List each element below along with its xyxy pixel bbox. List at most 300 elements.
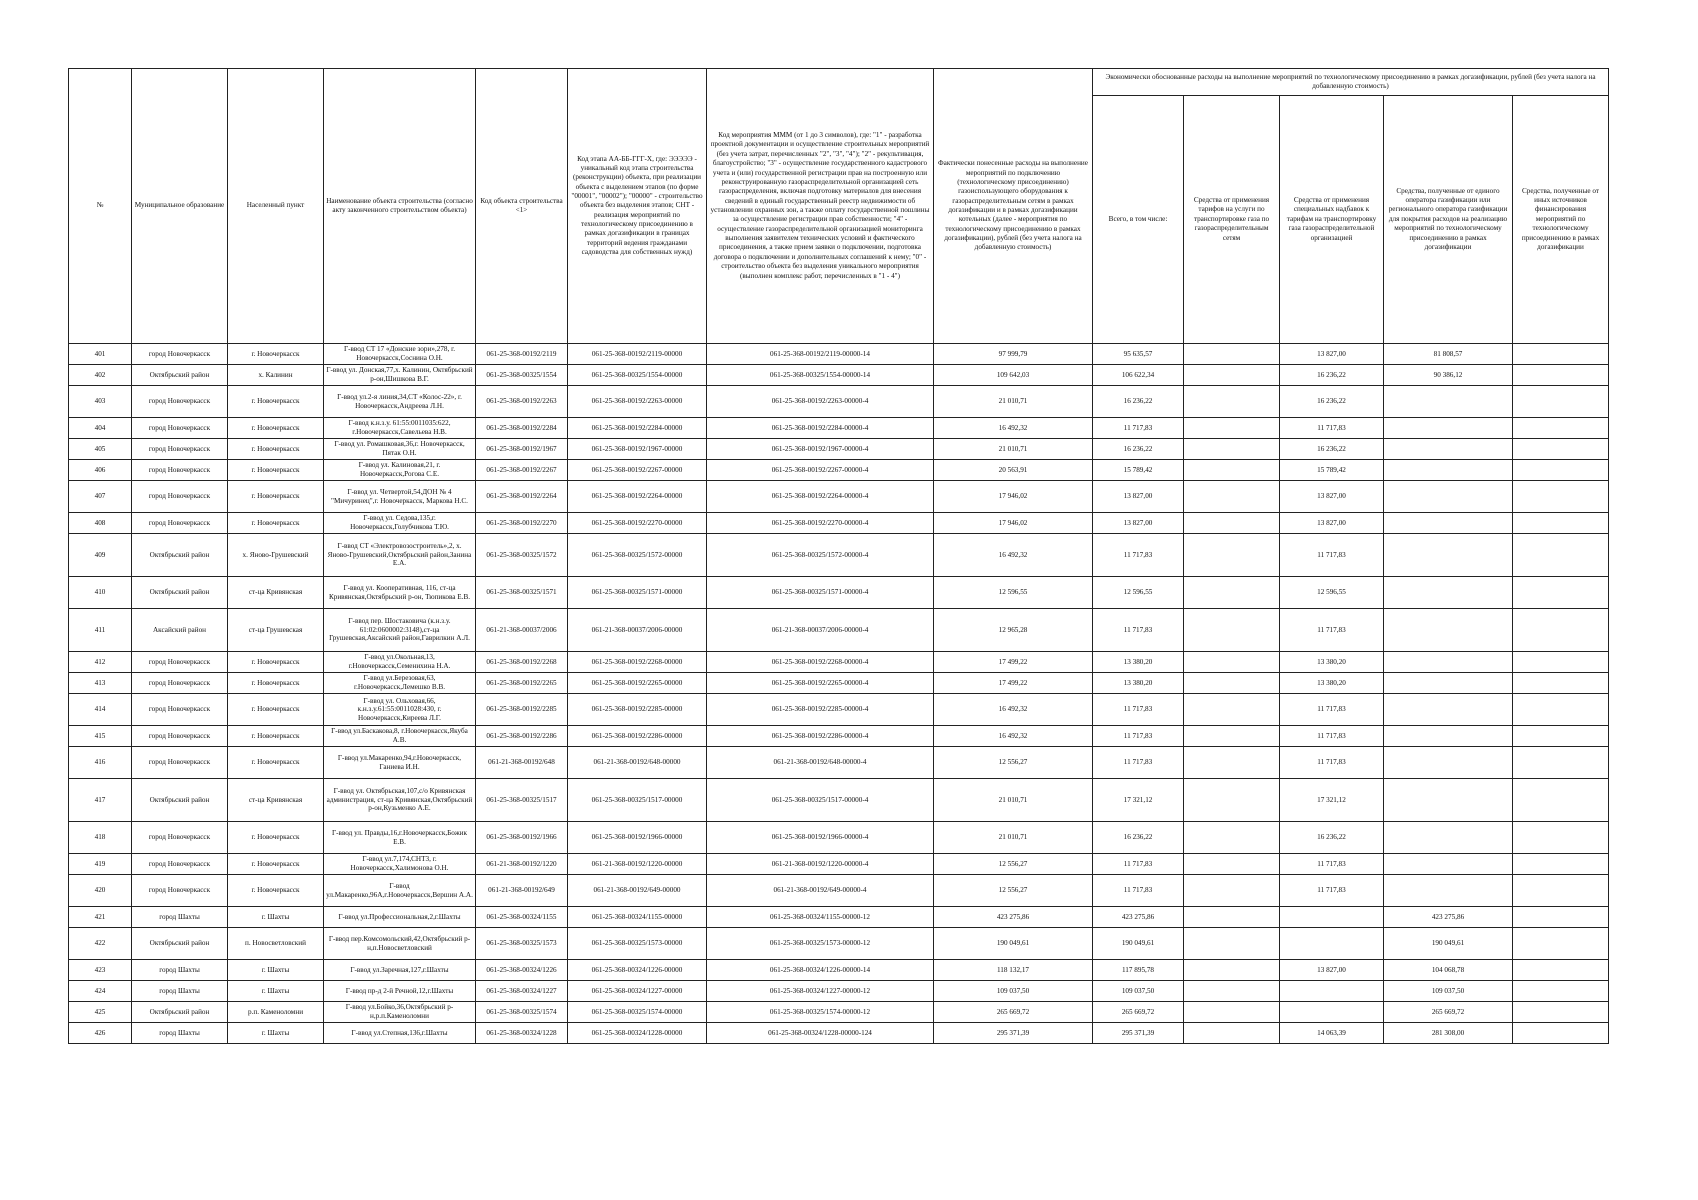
table-row (69, 875, 1609, 907)
other-cell (1513, 534, 1609, 577)
settlement-cell: г. Новочеркасск (228, 726, 324, 747)
settlement-cell: ст-ца Грушевская (228, 609, 324, 652)
tariff-cell (1184, 386, 1280, 418)
stage-code-cell: 061-25-368-00192/2265-00000 (568, 673, 707, 694)
measure-code-cell: 061-25-368-00324/1227-00000-12 (707, 981, 934, 1002)
municipality-cell: город Новочеркасск (132, 418, 228, 439)
actual-costs-cell: 16 492,32 (934, 418, 1093, 439)
object-name-cell: Г-ввод СТ 17 «Донские зори»,278, г. Новочеркасск,Соснина О.Н. (324, 344, 476, 365)
other-cell (1513, 439, 1609, 460)
measure-code-cell: 061-25-368-00192/2264-00000-4 (707, 481, 934, 513)
object-code-cell: 061-25-368-00325/1573 (476, 928, 568, 960)
table-row (69, 652, 1609, 673)
tariff-cell (1184, 344, 1280, 365)
row-number: 408 (69, 513, 132, 534)
other-cell (1513, 386, 1609, 418)
settlement-cell: г. Шахты (228, 960, 324, 981)
measure-code-cell: 061-25-368-00192/1967-00000-4 (707, 439, 934, 460)
row-number: 421 (69, 907, 132, 928)
operator-cell: 423 275,86 (1384, 907, 1513, 928)
object-code-cell: 061-25-368-00192/2268 (476, 652, 568, 673)
operator-cell (1384, 513, 1513, 534)
object-name-cell: Г-ввод ул. Седова,135,г. Новочеркасск,Голубчикова Т.Ю. (324, 513, 476, 534)
municipality-cell: город Новочеркасск (132, 439, 228, 460)
measure-code-cell: 061-21-368-00192/1220-00000-4 (707, 854, 934, 875)
header-surcharge: Средства от применения специальных надбавок к тарифам на транспортировку газа газораспределительной организацией (1280, 96, 1384, 344)
municipality-cell: Аксайский район (132, 609, 228, 652)
other-cell (1513, 652, 1609, 673)
surcharge-cell: 17 321,12 (1280, 779, 1384, 822)
other-cell (1513, 460, 1609, 481)
operator-cell (1384, 694, 1513, 726)
header-object-name: Наименование объекта строительства (согласно акту законченного строительством объекта) (324, 69, 476, 344)
operator-cell (1384, 652, 1513, 673)
object-code-cell: 061-25-368-00325/1554 (476, 365, 568, 386)
operator-cell (1384, 577, 1513, 609)
table-row (69, 1002, 1609, 1023)
surcharge-cell: 13 380,20 (1280, 652, 1384, 673)
municipality-cell: город Новочеркасск (132, 481, 228, 513)
stage-code-cell: 061-25-368-00324/1226-00000 (568, 960, 707, 981)
operator-cell: 265 669,72 (1384, 1002, 1513, 1023)
municipality-cell: город Шахты (132, 1023, 228, 1044)
measure-code-cell: 061-21-368-00037/2006-00000-4 (707, 609, 934, 652)
stage-code-cell: 061-25-368-00325/1517-00000 (568, 779, 707, 822)
settlement-cell: г. Новочеркасск (228, 344, 324, 365)
tariff-cell (1184, 779, 1280, 822)
object-code-cell: 061-25-368-00324/1227 (476, 981, 568, 1002)
stage-code-cell: 061-25-368-00192/1967-00000 (568, 439, 707, 460)
total-cell: 117 895,78 (1093, 960, 1184, 981)
settlement-cell: х. Калинин (228, 365, 324, 386)
actual-costs-cell: 423 275,86 (934, 907, 1093, 928)
object-code-cell: 061-25-368-00192/2286 (476, 726, 568, 747)
measure-code-cell: 061-25-368-00192/2268-00000-4 (707, 652, 934, 673)
report-sheet (68, 68, 1608, 1044)
settlement-cell: г. Новочеркасск (228, 460, 324, 481)
stage-code-cell: 061-25-368-00192/2263-00000 (568, 386, 707, 418)
surcharge-cell: 11 717,83 (1280, 694, 1384, 726)
actual-costs-cell: 12 556,27 (934, 747, 1093, 779)
settlement-cell: г. Новочеркасск (228, 694, 324, 726)
stage-code-cell: 061-25-368-00192/2264-00000 (568, 481, 707, 513)
object-code-cell: 061-25-368-00192/2270 (476, 513, 568, 534)
measure-code-cell: 061-25-368-00325/1573-00000-12 (707, 928, 934, 960)
settlement-cell: ст-ца Кривянская (228, 577, 324, 609)
actual-costs-cell: 16 492,32 (934, 726, 1093, 747)
object-name-cell: Г-ввод ул. Четвертой,54,ДОН № 4 "Мичуринец",г. Новочеркасск, Маркова Н.С. (324, 481, 476, 513)
operator-cell (1384, 439, 1513, 460)
object-code-cell: 061-25-368-00192/1967 (476, 439, 568, 460)
stage-code-cell: 061-21-368-00037/2006-00000 (568, 609, 707, 652)
total-cell: 12 596,55 (1093, 577, 1184, 609)
row-number: 413 (69, 673, 132, 694)
row-number: 405 (69, 439, 132, 460)
measure-code-cell: 061-21-368-00192/648-00000-4 (707, 747, 934, 779)
object-code-cell: 061-25-368-00192/1966 (476, 822, 568, 854)
stage-code-cell: 061-25-368-00325/1571-00000 (568, 577, 707, 609)
table-row (69, 577, 1609, 609)
object-code-cell: 061-21-368-00192/1220 (476, 854, 568, 875)
settlement-cell: г. Шахты (228, 981, 324, 1002)
total-cell: 15 789,42 (1093, 460, 1184, 481)
municipality-cell: Октябрьский район (132, 1002, 228, 1023)
other-cell (1513, 609, 1609, 652)
other-cell (1513, 1023, 1609, 1044)
total-cell: 11 717,83 (1093, 747, 1184, 779)
actual-costs-cell: 12 596,55 (934, 577, 1093, 609)
table-row (69, 513, 1609, 534)
tariff-cell (1184, 534, 1280, 577)
stage-code-cell: 061-25-368-00324/1155-00000 (568, 907, 707, 928)
object-name-cell: Г-ввод ул. Правды,16,г.Новочеркасск,Божик Е.В. (324, 822, 476, 854)
surcharge-cell: 16 236,22 (1280, 386, 1384, 418)
actual-costs-cell: 12 556,27 (934, 854, 1093, 875)
operator-cell (1384, 779, 1513, 822)
other-cell (1513, 365, 1609, 386)
surcharge-cell (1280, 928, 1384, 960)
table-row (69, 747, 1609, 779)
surcharge-cell: 11 717,83 (1280, 875, 1384, 907)
measure-code-cell: 061-25-368-00325/1571-00000-4 (707, 577, 934, 609)
operator-cell: 109 037,50 (1384, 981, 1513, 1002)
actual-costs-cell: 20 563,91 (934, 460, 1093, 481)
tariff-cell (1184, 609, 1280, 652)
settlement-cell: г. Шахты (228, 907, 324, 928)
object-code-cell: 061-21-368-00192/649 (476, 875, 568, 907)
total-cell: 16 236,22 (1093, 439, 1184, 460)
measure-code-cell: 061-25-368-00325/1554-00000-14 (707, 365, 934, 386)
actual-costs-cell: 17 946,02 (934, 513, 1093, 534)
surcharge-cell: 11 717,83 (1280, 609, 1384, 652)
header-tariff: Средства от применения тарифов на услуги по транспортировке газа по газораспределительным сетям (1184, 96, 1280, 344)
actual-costs-cell: 17 946,02 (934, 481, 1093, 513)
table-row (69, 694, 1609, 726)
measure-code-cell: 061-25-368-00192/2286-00000-4 (707, 726, 934, 747)
municipality-cell: город Новочеркасск (132, 747, 228, 779)
object-code-cell: 061-25-368-00324/1228 (476, 1023, 568, 1044)
surcharge-cell: 16 236,22 (1280, 365, 1384, 386)
tariff-cell (1184, 513, 1280, 534)
surcharge-cell: 13 827,00 (1280, 481, 1384, 513)
municipality-cell: город Новочеркасск (132, 726, 228, 747)
surcharge-cell: 16 236,22 (1280, 822, 1384, 854)
row-number: 416 (69, 747, 132, 779)
stage-code-cell: 061-25-368-00325/1574-00000 (568, 1002, 707, 1023)
settlement-cell: г. Новочеркасск (228, 673, 324, 694)
total-cell: 11 717,83 (1093, 726, 1184, 747)
operator-cell (1384, 460, 1513, 481)
measure-code-cell: 061-25-368-00324/1155-00000-12 (707, 907, 934, 928)
object-name-cell: Г-ввод ул.2-я линия,34,СТ «Колос-22», г. Новочеркасск,Андреева Л.Н. (324, 386, 476, 418)
total-cell: 265 669,72 (1093, 1002, 1184, 1023)
object-name-cell: Г-ввод пер.Комсомольский,42,Октябрьский р-н,п.Новосветловский (324, 928, 476, 960)
object-code-cell: 061-25-368-00324/1226 (476, 960, 568, 981)
stage-code-cell: 061-25-368-00192/2285-00000 (568, 694, 707, 726)
settlement-cell: г. Новочеркасск (228, 418, 324, 439)
actual-costs-cell: 265 669,72 (934, 1002, 1093, 1023)
row-number: 410 (69, 577, 132, 609)
total-cell: 13 380,20 (1093, 673, 1184, 694)
row-number: 415 (69, 726, 132, 747)
total-cell: 95 635,57 (1093, 344, 1184, 365)
operator-cell (1384, 481, 1513, 513)
object-code-cell: 061-21-368-00192/648 (476, 747, 568, 779)
tariff-cell (1184, 928, 1280, 960)
stage-code-cell: 061-25-368-00325/1573-00000 (568, 928, 707, 960)
object-name-cell: Г-ввод ул.Макаренко,96А,г.Новочеркасск,Вершин А.А. (324, 875, 476, 907)
object-code-cell: 061-25-368-00192/2267 (476, 460, 568, 481)
table-row (69, 386, 1609, 418)
stage-code-cell: 061-25-368-00192/2284-00000 (568, 418, 707, 439)
measure-code-cell: 061-25-368-00324/1226-00000-14 (707, 960, 934, 981)
table-row (69, 673, 1609, 694)
other-cell (1513, 673, 1609, 694)
other-cell (1513, 481, 1609, 513)
object-name-cell: Г-ввод ул.Степная,136,г.Шахты (324, 1023, 476, 1044)
operator-cell (1384, 673, 1513, 694)
settlement-cell: г. Шахты (228, 1023, 324, 1044)
row-number: 418 (69, 822, 132, 854)
table-row (69, 1023, 1609, 1044)
header-other: Средства, полученные от иных источников финансирования мероприятий по технологическому присоединению в рамках догазификации (1513, 96, 1609, 344)
tariff-cell (1184, 747, 1280, 779)
row-number: 420 (69, 875, 132, 907)
tariff-cell (1184, 907, 1280, 928)
total-cell: 11 717,83 (1093, 609, 1184, 652)
surcharge-cell (1280, 907, 1384, 928)
stage-code-cell: 061-25-368-00192/2119-00000 (568, 344, 707, 365)
total-cell: 423 275,86 (1093, 907, 1184, 928)
other-cell (1513, 960, 1609, 981)
table-row (69, 365, 1609, 386)
tariff-cell (1184, 960, 1280, 981)
object-name-cell: Г-ввод пер. Шостаковича (к.н.з.у. 61:02:0600002:3148),ст-ца Грушевская,Аксайский район,Гаврилкин А.Л. (324, 609, 476, 652)
municipality-cell: город Новочеркасск (132, 673, 228, 694)
actual-costs-cell: 295 371,39 (934, 1023, 1093, 1044)
object-name-cell: Г-ввод ул.Заречная,127,г.Шахты (324, 960, 476, 981)
object-name-cell: Г-ввод пр-д 2-й Речной,12,г.Шахты (324, 981, 476, 1002)
object-code-cell: 061-25-368-00324/1155 (476, 907, 568, 928)
municipality-cell: город Новочеркасск (132, 513, 228, 534)
other-cell (1513, 928, 1609, 960)
total-cell: 11 717,83 (1093, 694, 1184, 726)
tariff-cell (1184, 1023, 1280, 1044)
table-row (69, 981, 1609, 1002)
actual-costs-cell: 97 999,79 (934, 344, 1093, 365)
total-cell: 13 380,20 (1093, 652, 1184, 673)
municipality-cell: город Новочеркасск (132, 854, 228, 875)
row-number: 403 (69, 386, 132, 418)
object-code-cell: 061-25-368-00325/1574 (476, 1002, 568, 1023)
row-number: 419 (69, 854, 132, 875)
object-code-cell: 061-25-368-00192/2265 (476, 673, 568, 694)
tariff-cell (1184, 822, 1280, 854)
operator-cell (1384, 418, 1513, 439)
municipality-cell: город Новочеркасск (132, 386, 228, 418)
municipality-cell: город Новочеркасск (132, 460, 228, 481)
measure-code-cell: 061-21-368-00192/649-00000-4 (707, 875, 934, 907)
settlement-cell: г. Новочеркасск (228, 822, 324, 854)
table-row (69, 534, 1609, 577)
other-cell (1513, 577, 1609, 609)
total-cell: 11 717,83 (1093, 534, 1184, 577)
settlement-cell: ст-ца Кривянская (228, 779, 324, 822)
settlement-cell: р.п. Каменоломни (228, 1002, 324, 1023)
row-number: 409 (69, 534, 132, 577)
actual-costs-cell: 16 492,32 (934, 534, 1093, 577)
row-number: 402 (69, 365, 132, 386)
measure-code-cell: 061-25-368-00325/1572-00000-4 (707, 534, 934, 577)
other-cell (1513, 747, 1609, 779)
actual-costs-cell: 21 010,71 (934, 439, 1093, 460)
other-cell (1513, 726, 1609, 747)
total-cell: 16 236,22 (1093, 822, 1184, 854)
total-cell: 11 717,83 (1093, 418, 1184, 439)
row-number: 414 (69, 694, 132, 726)
surcharge-cell (1280, 981, 1384, 1002)
object-name-cell: Г-ввод ул. Кооперативная, 116, ст-ца Кривянская,Октябрьский р-он, Тюпикова Е.В. (324, 577, 476, 609)
measure-code-cell: 061-25-368-00192/2285-00000-4 (707, 694, 934, 726)
cost-table (68, 68, 1609, 1044)
table-row (69, 907, 1609, 928)
actual-costs-cell: 17 499,22 (934, 673, 1093, 694)
total-cell: 13 827,00 (1093, 513, 1184, 534)
row-number: 423 (69, 960, 132, 981)
settlement-cell: г. Новочеркасск (228, 439, 324, 460)
municipality-cell: город Новочеркасск (132, 652, 228, 673)
stage-code-cell: 061-25-368-00324/1227-00000 (568, 981, 707, 1002)
surcharge-cell: 16 236,22 (1280, 439, 1384, 460)
table-row (69, 609, 1609, 652)
row-number: 422 (69, 928, 132, 960)
municipality-cell: Октябрьский район (132, 534, 228, 577)
stage-code-cell: 061-21-368-00192/649-00000 (568, 875, 707, 907)
object-name-cell: Г-ввод СТ «Электровозостроитель»,2, х. Яново-Грушевский,Октябрьский район,Занина Е.А. (324, 534, 476, 577)
row-number: 406 (69, 460, 132, 481)
object-name-cell: Г-ввод ул.Березовая,63, г.Новочеркасск,Лемешко В.В. (324, 673, 476, 694)
object-code-cell: 061-25-368-00325/1572 (476, 534, 568, 577)
row-number: 424 (69, 981, 132, 1002)
header-settlement: Населенный пункт (228, 69, 324, 344)
surcharge-cell: 11 717,83 (1280, 854, 1384, 875)
stage-code-cell: 061-21-368-00192/1220-00000 (568, 854, 707, 875)
table-row (69, 822, 1609, 854)
surcharge-cell: 13 827,00 (1280, 513, 1384, 534)
other-cell (1513, 854, 1609, 875)
row-number: 425 (69, 1002, 132, 1023)
measure-code-cell: 061-25-368-00325/1517-00000-4 (707, 779, 934, 822)
measure-code-cell: 061-25-368-00192/2263-00000-4 (707, 386, 934, 418)
municipality-cell: Октябрьский район (132, 577, 228, 609)
tariff-cell (1184, 460, 1280, 481)
table-row (69, 960, 1609, 981)
row-number: 401 (69, 344, 132, 365)
object-name-cell: Г-ввод ул. Октябрьская,107,с/о Кривянская администрация, ст-ца Кривянская,Октябрьский р-он,Кузьменко А.Е. (324, 779, 476, 822)
measure-code-cell: 061-25-368-00192/2270-00000-4 (707, 513, 934, 534)
object-code-cell: 061-25-368-00325/1571 (476, 577, 568, 609)
actual-costs-cell: 190 049,61 (934, 928, 1093, 960)
stage-code-cell: 061-25-368-00192/2268-00000 (568, 652, 707, 673)
object-name-cell: Г-ввод ул. Ромашковая,36,г. Новочеркасск, Пятак О.Н. (324, 439, 476, 460)
table-row (69, 344, 1609, 365)
tariff-cell (1184, 439, 1280, 460)
table-row (69, 726, 1609, 747)
header-stage-code: Код этапа АА-ББ-ГГГ-Х, где: ЭЭЭЭЭ - уникальный код этапа строительства (реконструкции) объекта, при реализации объекта с выделением этапов (по форме "00001", "00002"); "00000" - строительство объекта без выделения этапов; СНТ - реализация мероприятий по технологическому присоединению в рамках догазификации в границах территорий ведения гражданами садоводства для собственных нужд) (568, 69, 707, 344)
table-row (69, 928, 1609, 960)
operator-cell (1384, 534, 1513, 577)
measure-code-cell: 061-25-368-00192/2119-00000-14 (707, 344, 934, 365)
actual-costs-cell: 12 556,27 (934, 875, 1093, 907)
surcharge-cell: 13 827,00 (1280, 344, 1384, 365)
operator-cell (1384, 854, 1513, 875)
actual-costs-cell: 12 965,28 (934, 609, 1093, 652)
municipality-cell: Октябрьский район (132, 928, 228, 960)
settlement-cell: г. Новочеркасск (228, 513, 324, 534)
header-object-code: Код объекта строительства <1> (476, 69, 568, 344)
header-municipality: Муниципальное образование (132, 69, 228, 344)
row-number: 426 (69, 1023, 132, 1044)
operator-cell (1384, 609, 1513, 652)
tariff-cell (1184, 1002, 1280, 1023)
total-cell: 11 717,83 (1093, 854, 1184, 875)
object-name-cell: Г-ввод ул.Бойко,36,Октябрьский р-н,р.п.Каменоломни (324, 1002, 476, 1023)
stage-code-cell: 061-21-368-00192/648-00000 (568, 747, 707, 779)
operator-cell (1384, 747, 1513, 779)
surcharge-cell: 11 717,83 (1280, 747, 1384, 779)
measure-code-cell: 061-25-368-00325/1574-00000-12 (707, 1002, 934, 1023)
settlement-cell: г. Новочеркасск (228, 386, 324, 418)
tariff-cell (1184, 875, 1280, 907)
total-cell: 17 321,12 (1093, 779, 1184, 822)
actual-costs-cell: 16 492,32 (934, 694, 1093, 726)
total-cell: 190 049,61 (1093, 928, 1184, 960)
settlement-cell: г. Новочеркасск (228, 875, 324, 907)
municipality-cell: город Новочеркасск (132, 875, 228, 907)
object-code-cell: 061-25-368-00192/2285 (476, 694, 568, 726)
surcharge-cell: 12 596,55 (1280, 577, 1384, 609)
surcharge-cell: 11 717,83 (1280, 418, 1384, 439)
table-row (69, 779, 1609, 822)
other-cell (1513, 875, 1609, 907)
other-cell (1513, 418, 1609, 439)
header-actual-costs: Фактически понесенные расходы на выполнение мероприятий по подключению (технологическому присоединению) газоиспользующего оборудования к газораспределительным сетям в рамках догазификации и в рамках догазификации котельных (далее - мероприятия по технологическому присоединению в рамках догазификации), рублей (без учета налога на добавленную стоимость) (934, 69, 1093, 344)
other-cell (1513, 981, 1609, 1002)
object-name-cell: Г-ввод ул.Баскакова,8, г.Новочеркасск,Якуба А.В. (324, 726, 476, 747)
other-cell (1513, 907, 1609, 928)
tariff-cell (1184, 577, 1280, 609)
total-cell: 16 236,22 (1093, 386, 1184, 418)
settlement-cell: г. Новочеркасск (228, 747, 324, 779)
measure-code-cell: 061-25-368-00192/2267-00000-4 (707, 460, 934, 481)
table-row (69, 439, 1609, 460)
municipality-cell: город Шахты (132, 960, 228, 981)
municipality-cell: город Новочеркасск (132, 822, 228, 854)
object-name-cell: Г-ввод ул.Макаренко,94,г.Новочеркасск, Ганиева И.Н. (324, 747, 476, 779)
object-name-cell: Г-ввод ул. Донская,77,х. Калинин, Октябрьский р-он,Шишкова В.Г. (324, 365, 476, 386)
total-cell: 13 827,00 (1093, 481, 1184, 513)
row-number: 411 (69, 609, 132, 652)
settlement-cell: г. Новочеркасск (228, 481, 324, 513)
object-name-cell: Г-ввод ул. Ольховая,66, к.н.з.у.61:55:0011028:430, г. Новочеркасск,Киреева Л.Г. (324, 694, 476, 726)
tariff-cell (1184, 481, 1280, 513)
measure-code-cell: 061-25-368-00192/2265-00000-4 (707, 673, 934, 694)
surcharge-cell: 14 063,39 (1280, 1023, 1384, 1044)
measure-code-cell: 061-25-368-00324/1228-00000-124 (707, 1023, 934, 1044)
row-number: 412 (69, 652, 132, 673)
header-econ-group: Экономически обоснованные расходы на выполнение мероприятий по технологическому присоединению в рамках догазификации, рублей (без учета налога на добавленную стоимость) (1093, 69, 1609, 96)
municipality-cell: город Новочеркасск (132, 694, 228, 726)
